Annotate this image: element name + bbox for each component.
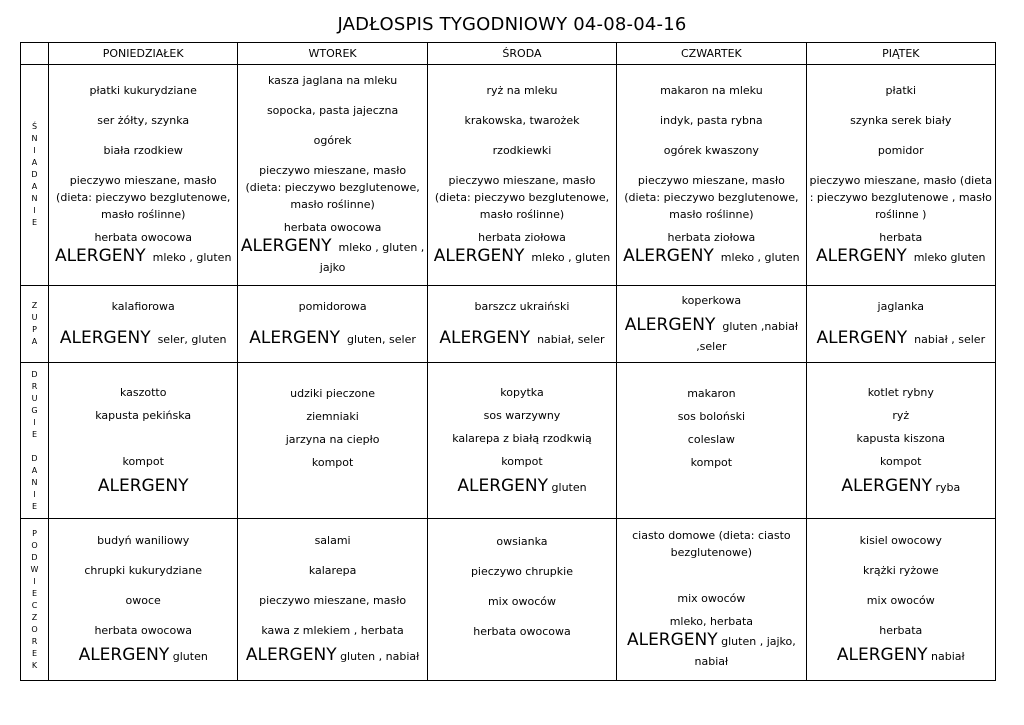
menu-item: chrupki kukurydziane [84,564,203,577]
allergens-list: nabiał, seler [537,333,605,346]
meal-label-letter: U [31,393,38,403]
menu-item: krążki ryżowe [862,564,939,577]
allergens-empty [619,477,803,497]
menu-item: mleko, herbata [669,615,753,628]
menu-item: płatki kukurydziane [89,84,197,97]
menu-item: sos warzywny [483,408,561,422]
menu-item: kisiel owocowy [859,534,942,547]
corner-cell [21,43,49,65]
allergens [240,328,424,350]
allergens-list: seler, gluten [157,333,227,346]
allergens-label: ALERGENY [836,645,928,665]
page-title: JADŁOSPIS TYGODNIOWY 04-08-04-16 [337,14,687,35]
menu-item: owsianka [496,535,548,548]
day-header-tuesday: WTOREK [238,43,427,65]
allergens-label: ALERGENY [78,645,170,665]
menu-item: sos boloński [677,409,746,423]
menu-item: pieczywo mieszane, masło (dieta: pieczywo bezglutenowe, masło roślinne) [434,174,610,221]
menu-cell-main-thursday [617,363,806,519]
menu-item: krakowska, twarożek [464,114,580,127]
menu-item: pieczywo mieszane, masło [259,594,407,607]
allergens [51,328,235,350]
allergens [51,476,235,498]
menu-cell-snack-monday [49,519,238,681]
day-header-friday: PIĄTEK [806,43,995,65]
meal-label-letter: P [32,528,37,538]
menu-item: pieczywo mieszane, masło (dieta : pieczywo bezglutenowe , masło roślinne ) [809,174,993,221]
menu-item: kompot [501,454,543,468]
allergens-label: ALERGENY [623,246,714,266]
meal-label-letter: A [31,337,38,346]
meal-row-breakfast [21,65,996,286]
menu-cell-breakfast-thursday [617,65,806,286]
menu-item: ryż na mleku [486,84,558,97]
allergens [240,645,424,667]
menu-item: kompot [690,455,733,469]
menu-cell-soup-thursday [617,286,806,363]
allergens-list: nabiał [931,650,965,663]
allergens-list: gluten [172,650,208,663]
allergens [240,236,424,278]
allergens-label: ALERGENY [54,246,146,266]
allergens-list: gluten , nabiał [340,650,420,663]
menu-item: kompot [311,455,354,469]
menu-item: kasza jaglana na mleku [267,74,398,87]
menu-cell-main-friday [806,363,995,519]
menu-item: kopytka [500,385,544,399]
allergens [619,246,803,268]
day-header-thursday: CZWARTEK [617,43,806,65]
meal-label-letter: R [31,636,38,646]
meal-row-afternoon-snack [21,519,996,681]
allergens-list: mleko , gluten [720,251,800,264]
meal-row-soup [21,286,996,363]
menu-cell-soup-tuesday [238,286,427,363]
meal-label-letter: C [31,600,38,610]
day-header-monday: PONIEDZIAŁEK [49,43,238,65]
menu-item: barszcz ukraiński [474,300,570,313]
day-header-wednesday: ŚRODA [427,43,616,65]
meal-label-letter: D [31,453,38,463]
menu-item: makaron na mleku [660,84,763,97]
meal-label-letter: W [30,564,39,574]
menu-item: pomidor [877,144,924,157]
menu-item: herbata [879,231,923,244]
meal-label-letter: I [33,576,36,586]
menu-item: jarzyna na ciepło [285,432,380,446]
menu-item: płatki [885,84,917,97]
allergens-list: mleko , gluten [531,251,611,264]
allergens-list: mleko , gluten , jajko [319,241,425,274]
menu-item: owoce [125,594,161,607]
allergens-list: gluten ,nabiał ,seler [696,319,799,353]
allergens-label: ALERGENY [457,475,549,496]
meal-row-main-course [21,363,996,519]
allergens-list: nabiał , seler [914,333,986,346]
allergens-list: gluten, seler [346,333,416,346]
menu-item: coleslaw [687,432,735,446]
menu-cell-snack-tuesday [238,519,427,681]
menu-item: indyk, pasta rybna [660,114,763,127]
meal-label-letter: K [31,660,38,670]
meal-label-letter: O [31,624,38,634]
menu-cell-main-monday [49,363,238,519]
meal-label-letter: N [31,477,38,487]
menu-item: ser żółty, szynka [97,114,190,127]
allergens-label: ALERGENY [59,328,151,348]
allergens [430,328,614,350]
allergens-label: ALERGENY [816,328,908,348]
meal-label-letter: E [31,218,38,227]
allergens [809,476,993,498]
meal-label-letter: O [31,540,38,550]
meal-label-letter: R [31,381,38,391]
meal-label-letter: D [31,552,38,562]
menu-item: biała rzodkiew [103,144,183,157]
allergens-label: ALERGENY [249,328,340,348]
meal-label-letter: A [31,182,38,191]
meal-label-letter: G [31,405,38,415]
menu-item: ogórek [313,134,352,147]
meal-label-afternoon-snack [21,519,49,681]
allergens [430,246,614,268]
menu-cell-breakfast-friday [806,65,995,286]
menu-item: kalafiorowa [111,300,175,313]
meal-label-main-course [21,363,49,519]
allergens-list: mleko gluten [913,251,986,264]
menu-item [51,430,235,447]
allergens [430,476,614,498]
meal-label-letter: I [33,206,36,215]
allergens-label: ALERGENY [433,246,525,266]
menu-item: ciasto domowe (dieta: ciasto bezglutenowe) [632,529,791,559]
menu-item: kalarepa z białą rzodkwią [452,431,592,445]
menu-item: herbata [879,624,923,637]
allergens-empty [430,646,614,666]
meal-label-breakfast [21,65,49,286]
meal-label-letter: N [31,194,38,203]
menu-item: herbata owocowa [94,231,192,244]
menu-item: kompot [880,454,922,468]
menu-item [619,567,803,584]
allergens [809,328,993,350]
menu-cell-breakfast-monday [49,65,238,286]
meal-label-letter: I [33,489,36,499]
menu-item: herbata owocowa [473,625,571,638]
allergens-list: mleko , gluten [152,251,232,264]
meal-label-letter: N [31,134,38,143]
allergens [51,246,235,268]
allergens-label: ALERGENY [245,645,337,665]
meal-label-letter [23,441,46,453]
menu-cell-snack-friday [806,519,995,681]
menu-item: ogórek kwaszony [663,144,759,157]
meal-label-soup [21,286,49,363]
menu-cell-main-wednesday [427,363,616,519]
meal-label-letter: A [31,465,38,475]
menu-cell-soup-wednesday [427,286,616,363]
meal-label-letter: D [31,369,38,379]
menu-item: udziki pieczone [290,386,375,400]
meal-label-letter: Z [31,612,38,622]
menu-item: pomidorowa [298,300,367,313]
meal-label-letter: Ś [31,122,38,131]
menu-item: koperkowa [681,293,742,307]
menu-cell-snack-wednesday [427,519,616,681]
menu-item: pieczywo mieszane, masło (dieta: pieczywo bezglutenowe, masło roślinne) [624,174,799,221]
meal-label-letter: E [31,648,38,658]
menu-item: kotlet rybny [867,385,934,399]
menu-item: pieczywo mieszane, masło (dieta: pieczywo bezglutenowe, masło roślinne) [245,164,420,211]
menu-cell-breakfast-wednesday [427,65,616,286]
allergens-empty [240,477,424,497]
meal-label-letter: E [31,501,38,511]
menu-item: kapusta pekińska [95,408,192,422]
menu-cell-soup-friday [806,286,995,363]
menu-item: kaszotto [119,385,167,399]
allergens-label: ALERGENY [240,236,332,256]
allergens-label: ALERGENY [816,246,907,266]
menu-item: mix owoców [677,592,746,605]
menu-cell-soup-monday [49,286,238,363]
menu-item: kawa z mlekiem , herbata [261,624,404,637]
allergens [51,645,235,667]
allergens-label: ALERGENY [439,328,531,348]
meal-label-letter: A [31,158,38,167]
menu-item: kalarepa [308,564,357,577]
meal-label-letter: D [31,170,38,179]
allergens [809,645,993,667]
menu-item: kapusta kiszona [856,431,946,445]
menu-item: pieczywo mieszane, masło (dieta: pieczywo bezglutenowe, masło roślinne) [56,174,231,221]
menu-item: ziemniaki [306,409,359,423]
menu-cell-breakfast-tuesday [238,65,427,286]
allergens [809,246,993,268]
allergens-label: ALERGENY [624,314,716,335]
meal-label-letter: E [31,588,38,598]
menu-item: budyń waniliowy [97,534,190,547]
menu-item: salami [314,534,351,547]
menu-item: herbata owocowa [283,221,382,234]
meal-label-letter: I [33,146,36,155]
menu-item: mix owoców [487,595,556,608]
meal-label-letter: U [31,313,38,322]
menu-item: makaron [687,386,736,400]
allergens [619,315,803,357]
header-row [21,43,996,65]
menu-item: szynka serek biały [850,114,952,127]
menu-item: mix owoców [866,594,935,607]
menu-item: ryż [892,408,910,422]
allergens-list: gluten [551,480,587,494]
meal-label-letter: E [31,429,38,439]
menu-item: herbata ziołowa [667,231,756,244]
meal-label-letter: P [32,325,37,334]
meal-label-letter: Z [31,301,38,310]
allergens-label: ALERGENY [841,475,932,496]
allergens [619,630,803,672]
menu-item: sopocka, pasta jajeczna [266,104,399,117]
menu-cell-snack-thursday [617,519,806,681]
allergens-label: ALERGENY [97,475,189,496]
menu-item: jaglanka [877,300,925,313]
menu-cell-main-tuesday [238,363,427,519]
menu-item: rzodkiewki [492,144,552,157]
menu-item: herbata ziołowa [478,231,566,244]
allergens-label: ALERGENY [626,630,718,650]
weekly-menu-table [20,42,996,681]
menu-item: pieczywo chrupkie [470,565,573,578]
allergens-list: ryba [935,480,961,494]
allergens-list: gluten , jajko, nabiał [694,635,796,668]
meal-label-letter: I [33,417,36,427]
menu-item: kompot [122,454,164,468]
menu-item: herbata owocowa [94,624,192,637]
